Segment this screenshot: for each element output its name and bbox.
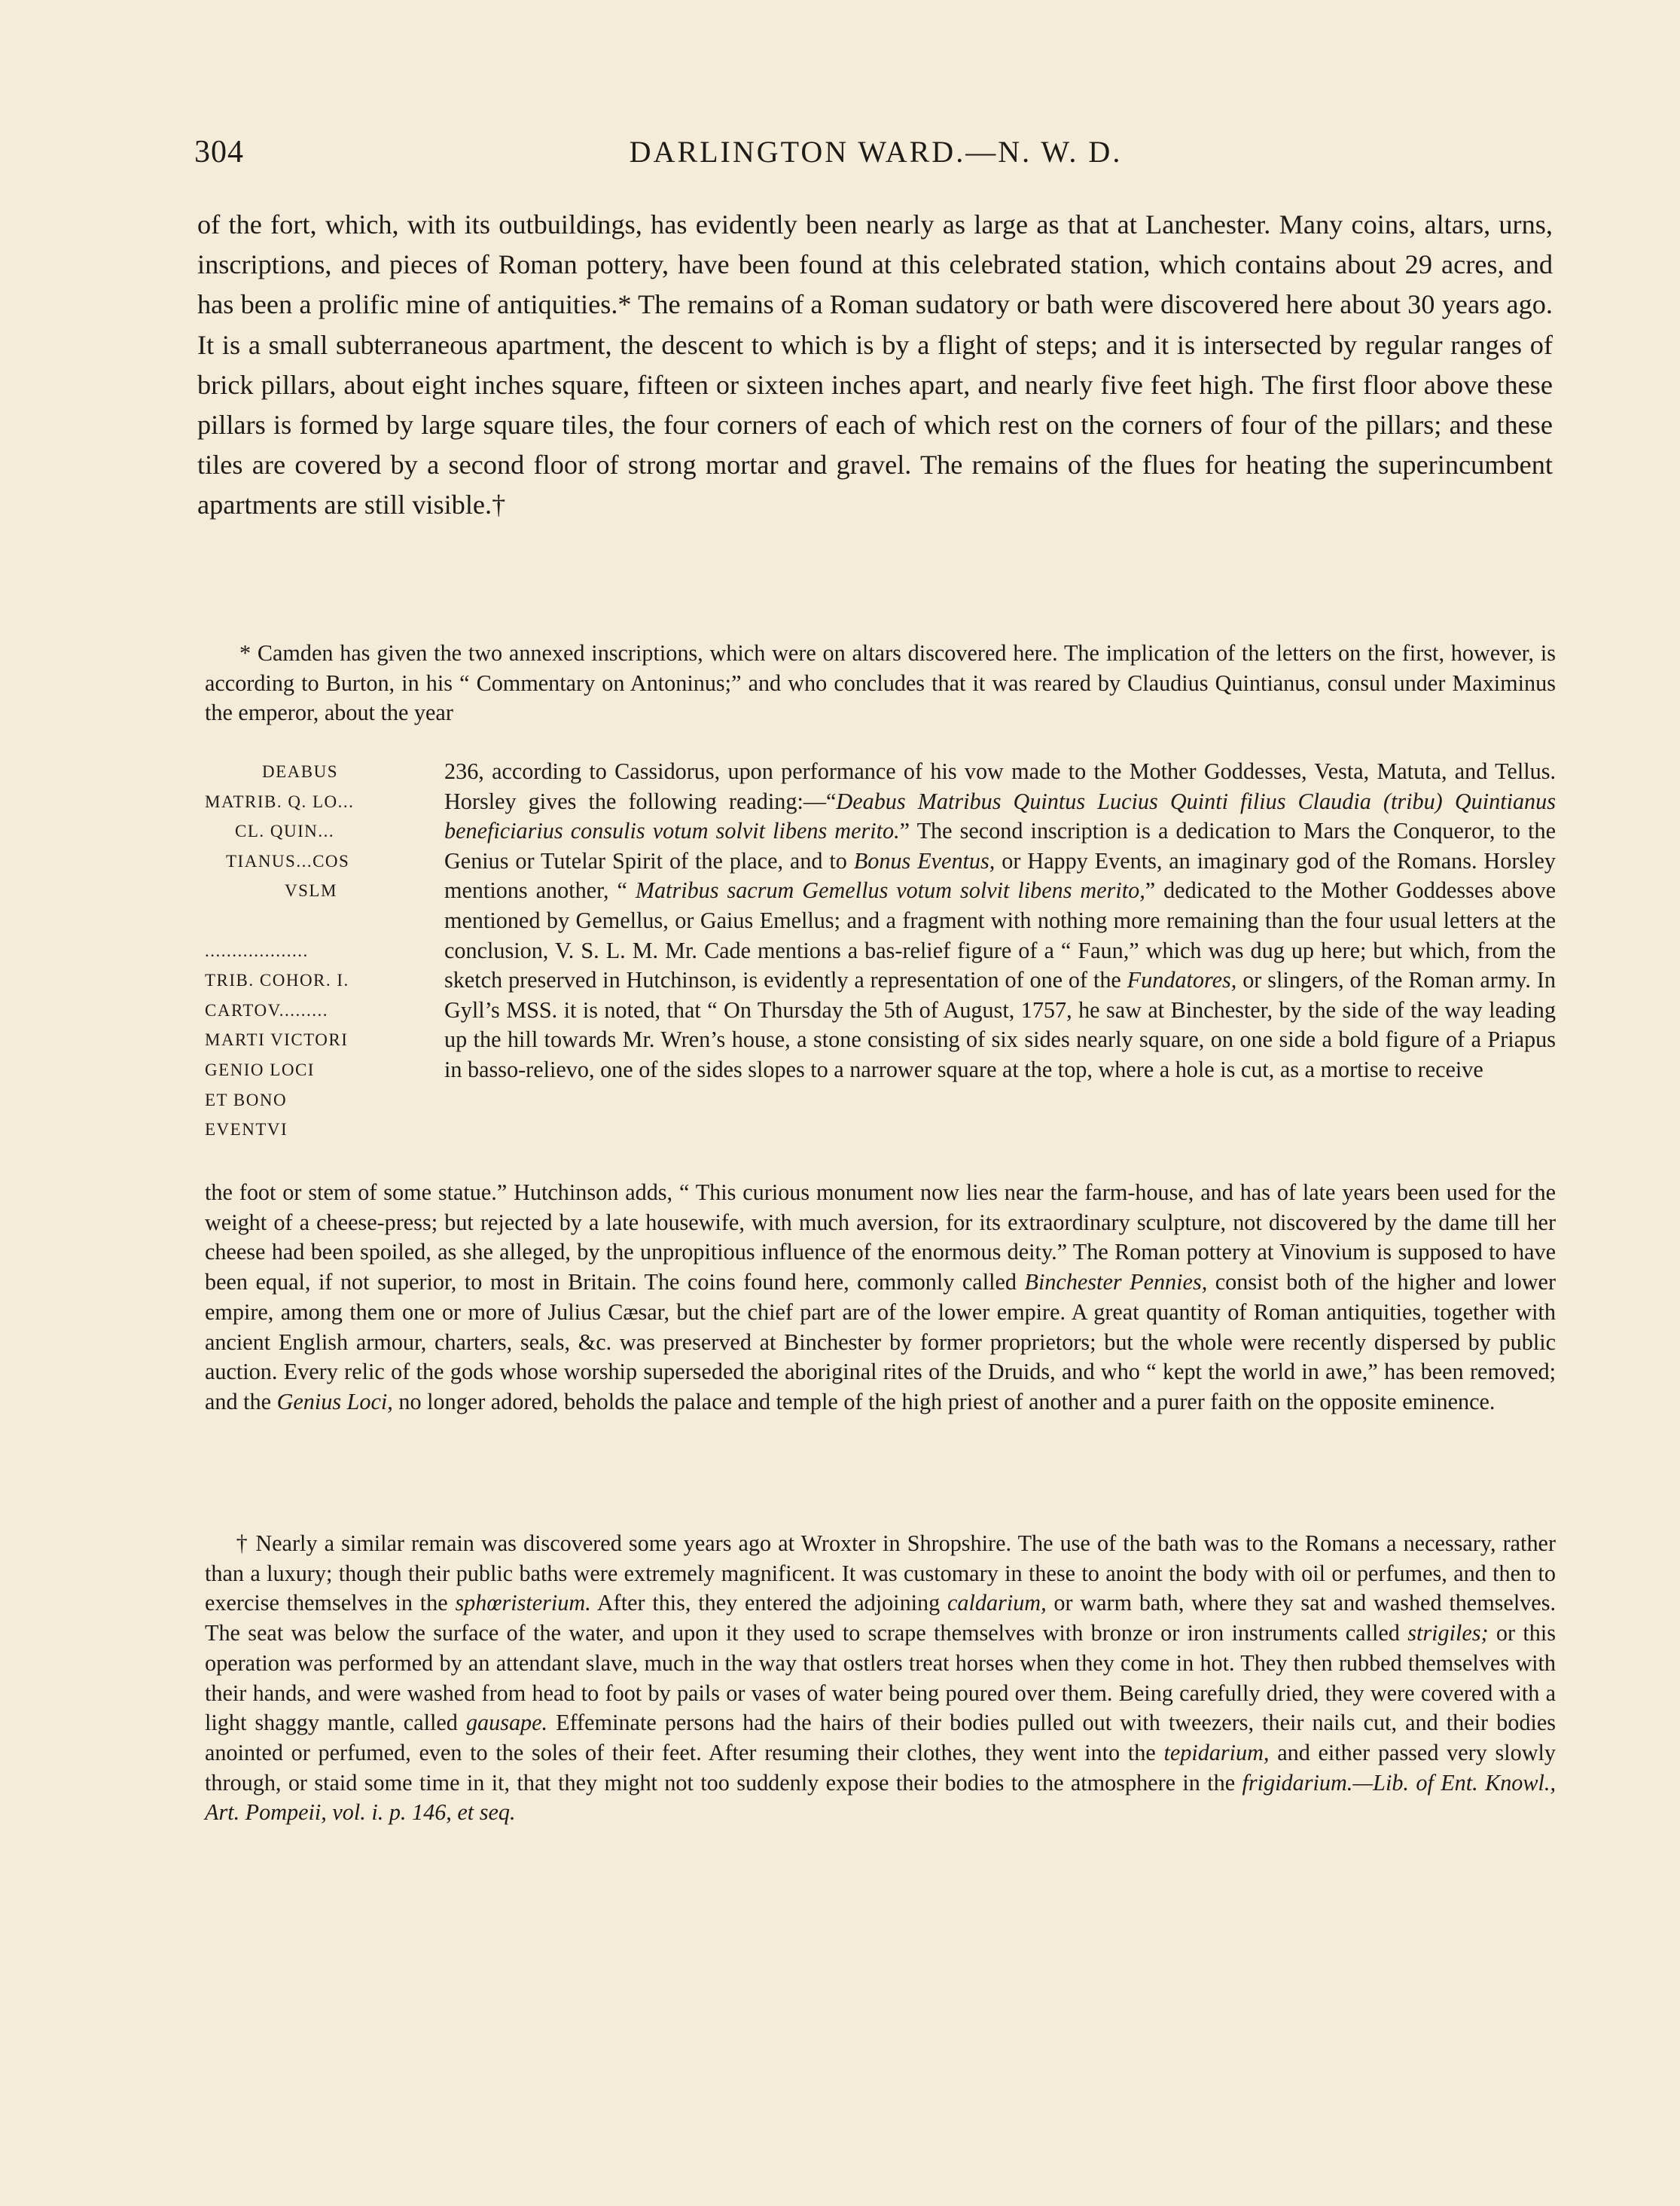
inscription-line: MATRIB. Q. LO... xyxy=(205,792,355,811)
running-title: DARLINGTON WARD.—N. W. D. xyxy=(629,135,1123,169)
inscription-separator: ................... xyxy=(205,941,309,960)
inscriptions-column xyxy=(205,757,416,1145)
footnote-dagger: † Nearly a similar remain was discovered some years ago at Wroxter in Shropshire. The use of the bath was to the Romans a necessary, rather than a luxury; though their public baths were extremely magnificent. It was customary in these to anoint the body with oil or perfumes, and then to exercise themselves in the sphœristerium. After this, they entered the adjoining caldarium, or warm bath, where they sat and washed themselves. The seat was below the surface of the water, and upon it they used to scrape themselves with bronze or iron instruments called strigiles; or this operation was performed by an attendant slave, much in the way that ostlers treat horses when they come in hot. They then rubbed themselves with their hands, and were washed from head to foot by pails or vases of water being poured over them. Being carefully dried, they were covered with a light shaggy mantle, called gausape. Effeminate persons had the hairs of their bodies pulled out with tweezers, their nails cut, and their bodies anointed or perfumed, even to the soles of their feet. After resuming their clothes, they went into the tepidarium, and either passed very slowly through, or staid some time in it, that they might not too suddenly expose their bodies to the atmosphere in the frigidarium.—Lib. of Ent. Knowl., Art. Pompeii, vol. i. p. 146, et seq. xyxy=(205,1530,1557,1826)
inscription-line: TIANUS...COS xyxy=(226,851,350,871)
inscription-line: VSLM xyxy=(285,881,337,901)
inscription-line: EVENTVI xyxy=(205,1120,288,1140)
inscription-line: TRIB. COHOR. I. xyxy=(205,971,349,990)
inscription-line: GENIO LOCI xyxy=(205,1060,315,1079)
inscription-line: MARTI VICTORI xyxy=(205,1030,349,1050)
page-header xyxy=(194,134,1557,179)
inscription-line: CARTOV......... xyxy=(205,1000,329,1020)
footnote-star-split xyxy=(205,757,1556,1186)
inscription-spacer xyxy=(205,906,416,936)
footnote-star-intro xyxy=(205,639,1556,728)
main-paragraph: of the fort, which, with its outbuildings, has evidently been nearly as large as that at Lanchester. Many coins, altars, urns, inscriptions, and pieces of Roman pottery, have been found at this celebrated station, which contains about 29 acres, and has been a prolific mine of antiquities.* The remains of a Roman sudatory or bath were discovered here about 30 years ago. It is a small subterraneous apartment, the descent to which is by a flight of steps; and it is intersected by regular ranges of brick pillars, about eight inches square, fifteen or sixteen inches apart, and nearly five feet high. The first floor above these pillars is formed by large square tiles, the four corners of each of which rest on the corners of four of the pillars; and these tiles are covered by a second floor of strong mortar and gravel. The remains of the flues for heating the superincumbent apartments are still visible.† xyxy=(197,209,1553,520)
inscription-line: ET BONO xyxy=(205,1090,288,1109)
page-number: 304 xyxy=(194,135,244,169)
footnote-star-continued: the foot or stem of some statue.” Hutchinson adds, “ This curious monument now lies near the farm-house, and has of late years been used for the weight of a cheese-press; but rejected by a late housewife, with much aversion, for its extraordinary sculpture, not discovered by the dame till her cheese had been spoiled, as she alleged, by the unpropitious influence of the enormous deity.” The Roman pottery at Vinovium is supposed to have been equal, if not superior, to most in Britain. The coins found here, commonly called Binchester Pennies, consist both of the higher and lower empire, among them one or more of Julius Cæsar, but the chief part are of the lower empire. A great quantity of Roman antiquities, together with ancient English armour, charters, seals, &c. was preserved at Binchester by former proprietors; but the whole were recently dispersed by public auction. Every relic of the gods whose worship superseded the aboriginal rites of the Druids, and who “ kept the world in awe,” has been removed; and the Genius Loci, no longer adored, beholds the palace and temple of the high priest of another and a purer faith on the opposite eminence. xyxy=(205,1179,1556,1414)
footnote-star-intro-text: * Camden has given the two annexed inscriptions, which were on altars discovered here. The implication of the letters on the first, however, is according to Burton, in his “ Commentary on Antoninus;” and who concludes that it was reared by Claudius Quintianus, consul under Maximinus the emperor, about the year xyxy=(205,640,1556,726)
inscription-line: DEABUS xyxy=(262,762,339,781)
inscription-line: CL. QUIN... xyxy=(235,822,335,841)
footnote-star-side-text: 236, according to Cassidorus, upon performance of his vow made to the Mother Goddesses, Vesta, Matuta, and Tellus. Horsley gives the following reading:—“Deabus Matribus Quintus Lucius Quinti filius Claudia (tribu) Quintianus beneficiarius consulis votum solvit libens merito.” The second inscription is a dedication to Mars the Conqueror, to the Genius or Tutelar Spirit of the place, and to Bonus Eventus, or Happy Events, an imaginary god of the Romans. Horsley mentions another, “ Matribus sacrum Gemellus votum solvit libens merito,” dedicated to the Mother Goddesses above mentioned by Gemellus, or Gaius Emellus; and a fragment with nothing more remaining than the four usual letters at the conclusion, V. S. L. M. Mr. Cade mentions a bas-relief figure of a “ Faun,” which was dug up here; but which, from the sketch preserved in Hutchinson, is evidently a representation of one of the Fundatores, or slingers, of the Roman army. In Gyll’s MSS. it is noted, that “ On Thursday the 5th of August, 1757, he saw at Binchester, by the side of the way leading up the hill towards Mr. Wren’s house, a stone consisting of six sides nearly square, on one side a bold figure of a Priapus in basso-relievo, one of the sides slopes to a narrower square at the top, where a hole is cut, as a mortise to receive xyxy=(444,758,1557,1082)
